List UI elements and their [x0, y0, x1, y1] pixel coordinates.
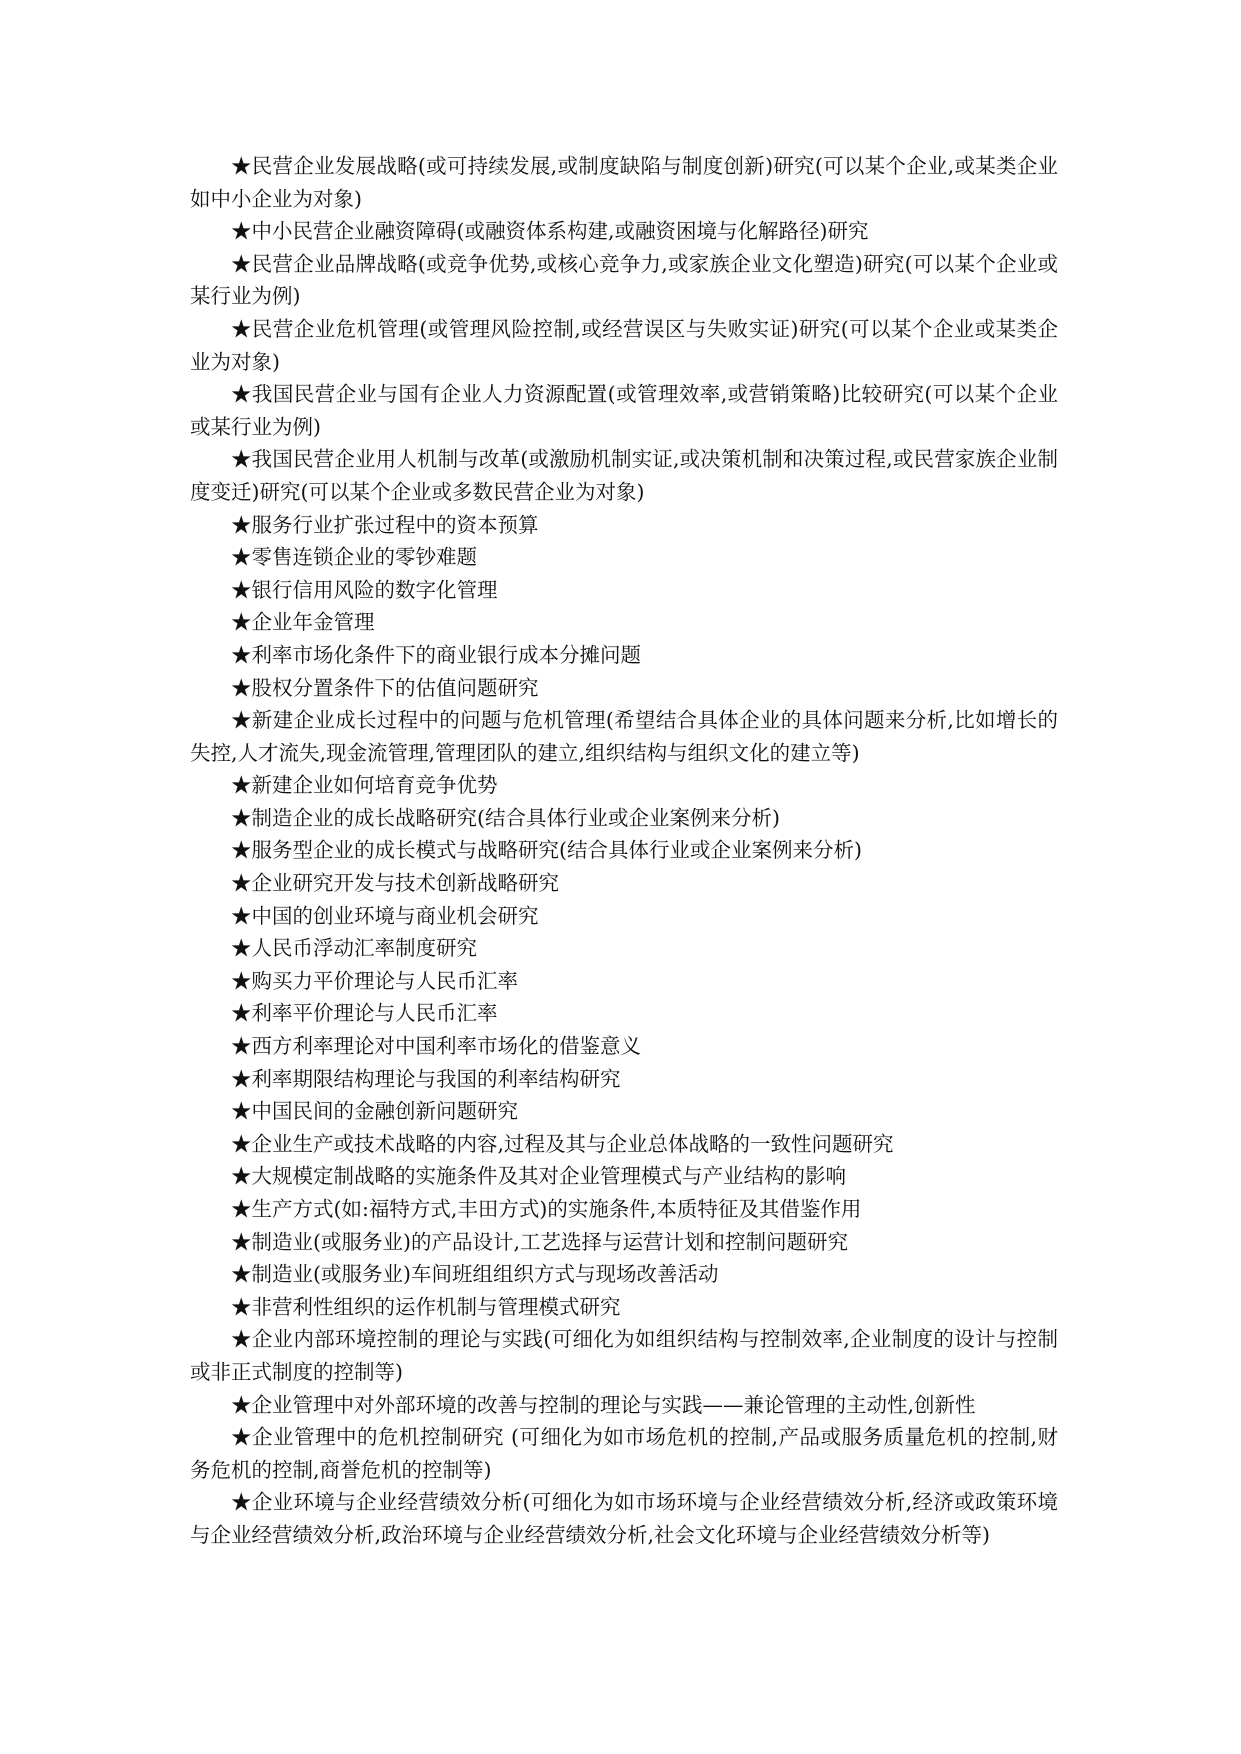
list-item: ★人民币浮动汇率制度研究	[231, 936, 477, 961]
list-item: ★民营企业品牌战略(或竞争优势,或核心竞争力,或家族企业文化塑造)研究(可以某个企业或某行业为例)	[190, 251, 1058, 309]
list-item: ★服务型企业的成长模式与战略研究(结合具体行业或企业案例来分析)	[231, 838, 862, 863]
list-item: ★西方利率理论对中国利率市场化的借鉴意义	[231, 1034, 641, 1059]
list-item: ★购买力平价理论与人民币汇率	[231, 968, 518, 993]
list-item: ★企业研究开发与技术创新战略研究	[231, 871, 559, 896]
list-item: ★零售连锁企业的零钞难题	[231, 545, 477, 570]
list-item: ★民营企业发展战略(或可持续发展,或制度缺陷与制度创新)研究(可以某个企业,或某类企业如中小企业为对象)	[190, 154, 1058, 211]
list-item: ★我国民营企业用人机制与改革(或激励机制实证,或决策机制和决策过程,或民营家族企业制度变迁)研究(可以某个企业或多数民营企业为对象)	[190, 447, 1058, 504]
list-item: ★企业管理中的危机控制研究 (可细化为如市场危机的控制,产品或服务质量危机的控制,财务危机的控制,商誉危机的控制等)	[190, 1425, 1058, 1482]
list-item: ★新建企业成长过程中的问题与危机管理(希望结合具体企业的具体问题来分析,比如增长的失控,人才流失,现金流管理,管理团队的建立,组织结构与组织文化的建立等)	[190, 708, 1058, 765]
list-item: ★新建企业如何培育竞争优势	[231, 773, 498, 798]
list-item: ★制造业(或服务业)的产品设计,工艺选择与运营计划和控制问题研究	[231, 1229, 849, 1254]
topic-list	[190, 150, 1058, 1552]
list-item: ★利率平价理论与人民币汇率	[231, 1001, 498, 1026]
list-item: ★大规模定制战略的实施条件及其对企业管理模式与产业结构的影响	[231, 1164, 846, 1189]
list-item: ★中小民营企业融资障碍(或融资体系构建,或融资困境与化解路径)研究	[231, 219, 869, 244]
list-item: ★生产方式(如:福特方式,丰田方式)的实施条件,本质特征及其借鉴作用	[231, 1197, 862, 1221]
list-item: ★我国民营企业与国有企业人力资源配置(或管理效率,或营销策略)比较研究(可以某个企业或某行业为例)	[190, 382, 1058, 439]
list-item: ★利率期限结构理论与我国的利率结构研究	[231, 1066, 621, 1091]
list-item: ★企业内部环境控制的理论与实践(可细化为如组织结构与控制效率,企业制度的设计与控制或非正式制度的控制等)	[190, 1327, 1058, 1384]
list-item: ★制造业(或服务业)车间班组组织方式与现场改善活动	[231, 1262, 719, 1287]
list-item: ★中国的创业环境与商业机会研究	[231, 903, 539, 928]
list-item: ★企业生产或技术战略的内容,过程及其与企业总体战略的一致性问题研究	[231, 1131, 894, 1156]
list-item: ★民营企业危机管理(或管理风险控制,或经营误区与失败实证)研究(可以某个企业或某类企业为对象)	[190, 316, 1058, 374]
list-item: ★银行信用风险的数字化管理	[231, 577, 498, 602]
list-item: ★制造企业的成长战略研究(结合具体行业或企业案例来分析)	[231, 805, 780, 830]
list-item: ★企业管理中对外部环境的改善与控制的理论与实践——兼论管理的主动性,创新性	[231, 1392, 976, 1417]
list-item: ★利率市场化条件下的商业银行成本分摊问题	[231, 642, 641, 667]
list-item: ★服务行业扩张过程中的资本预算	[231, 512, 539, 537]
list-item: ★中国民间的金融创新问题研究	[231, 1099, 518, 1124]
list-item: ★企业年金管理	[231, 610, 375, 635]
list-item: ★非营利性组织的运作机制与管理模式研究	[231, 1294, 621, 1319]
list-item: ★股权分置条件下的估值问题研究	[231, 675, 539, 700]
list-item: ★企业环境与企业经营绩效分析(可细化为如市场环境与企业经营绩效分析,经济或政策环境与企业经营绩效分析,政治环境与企业经营绩效分析,社会文化环境与企业经营绩效分析等)	[190, 1490, 1058, 1547]
